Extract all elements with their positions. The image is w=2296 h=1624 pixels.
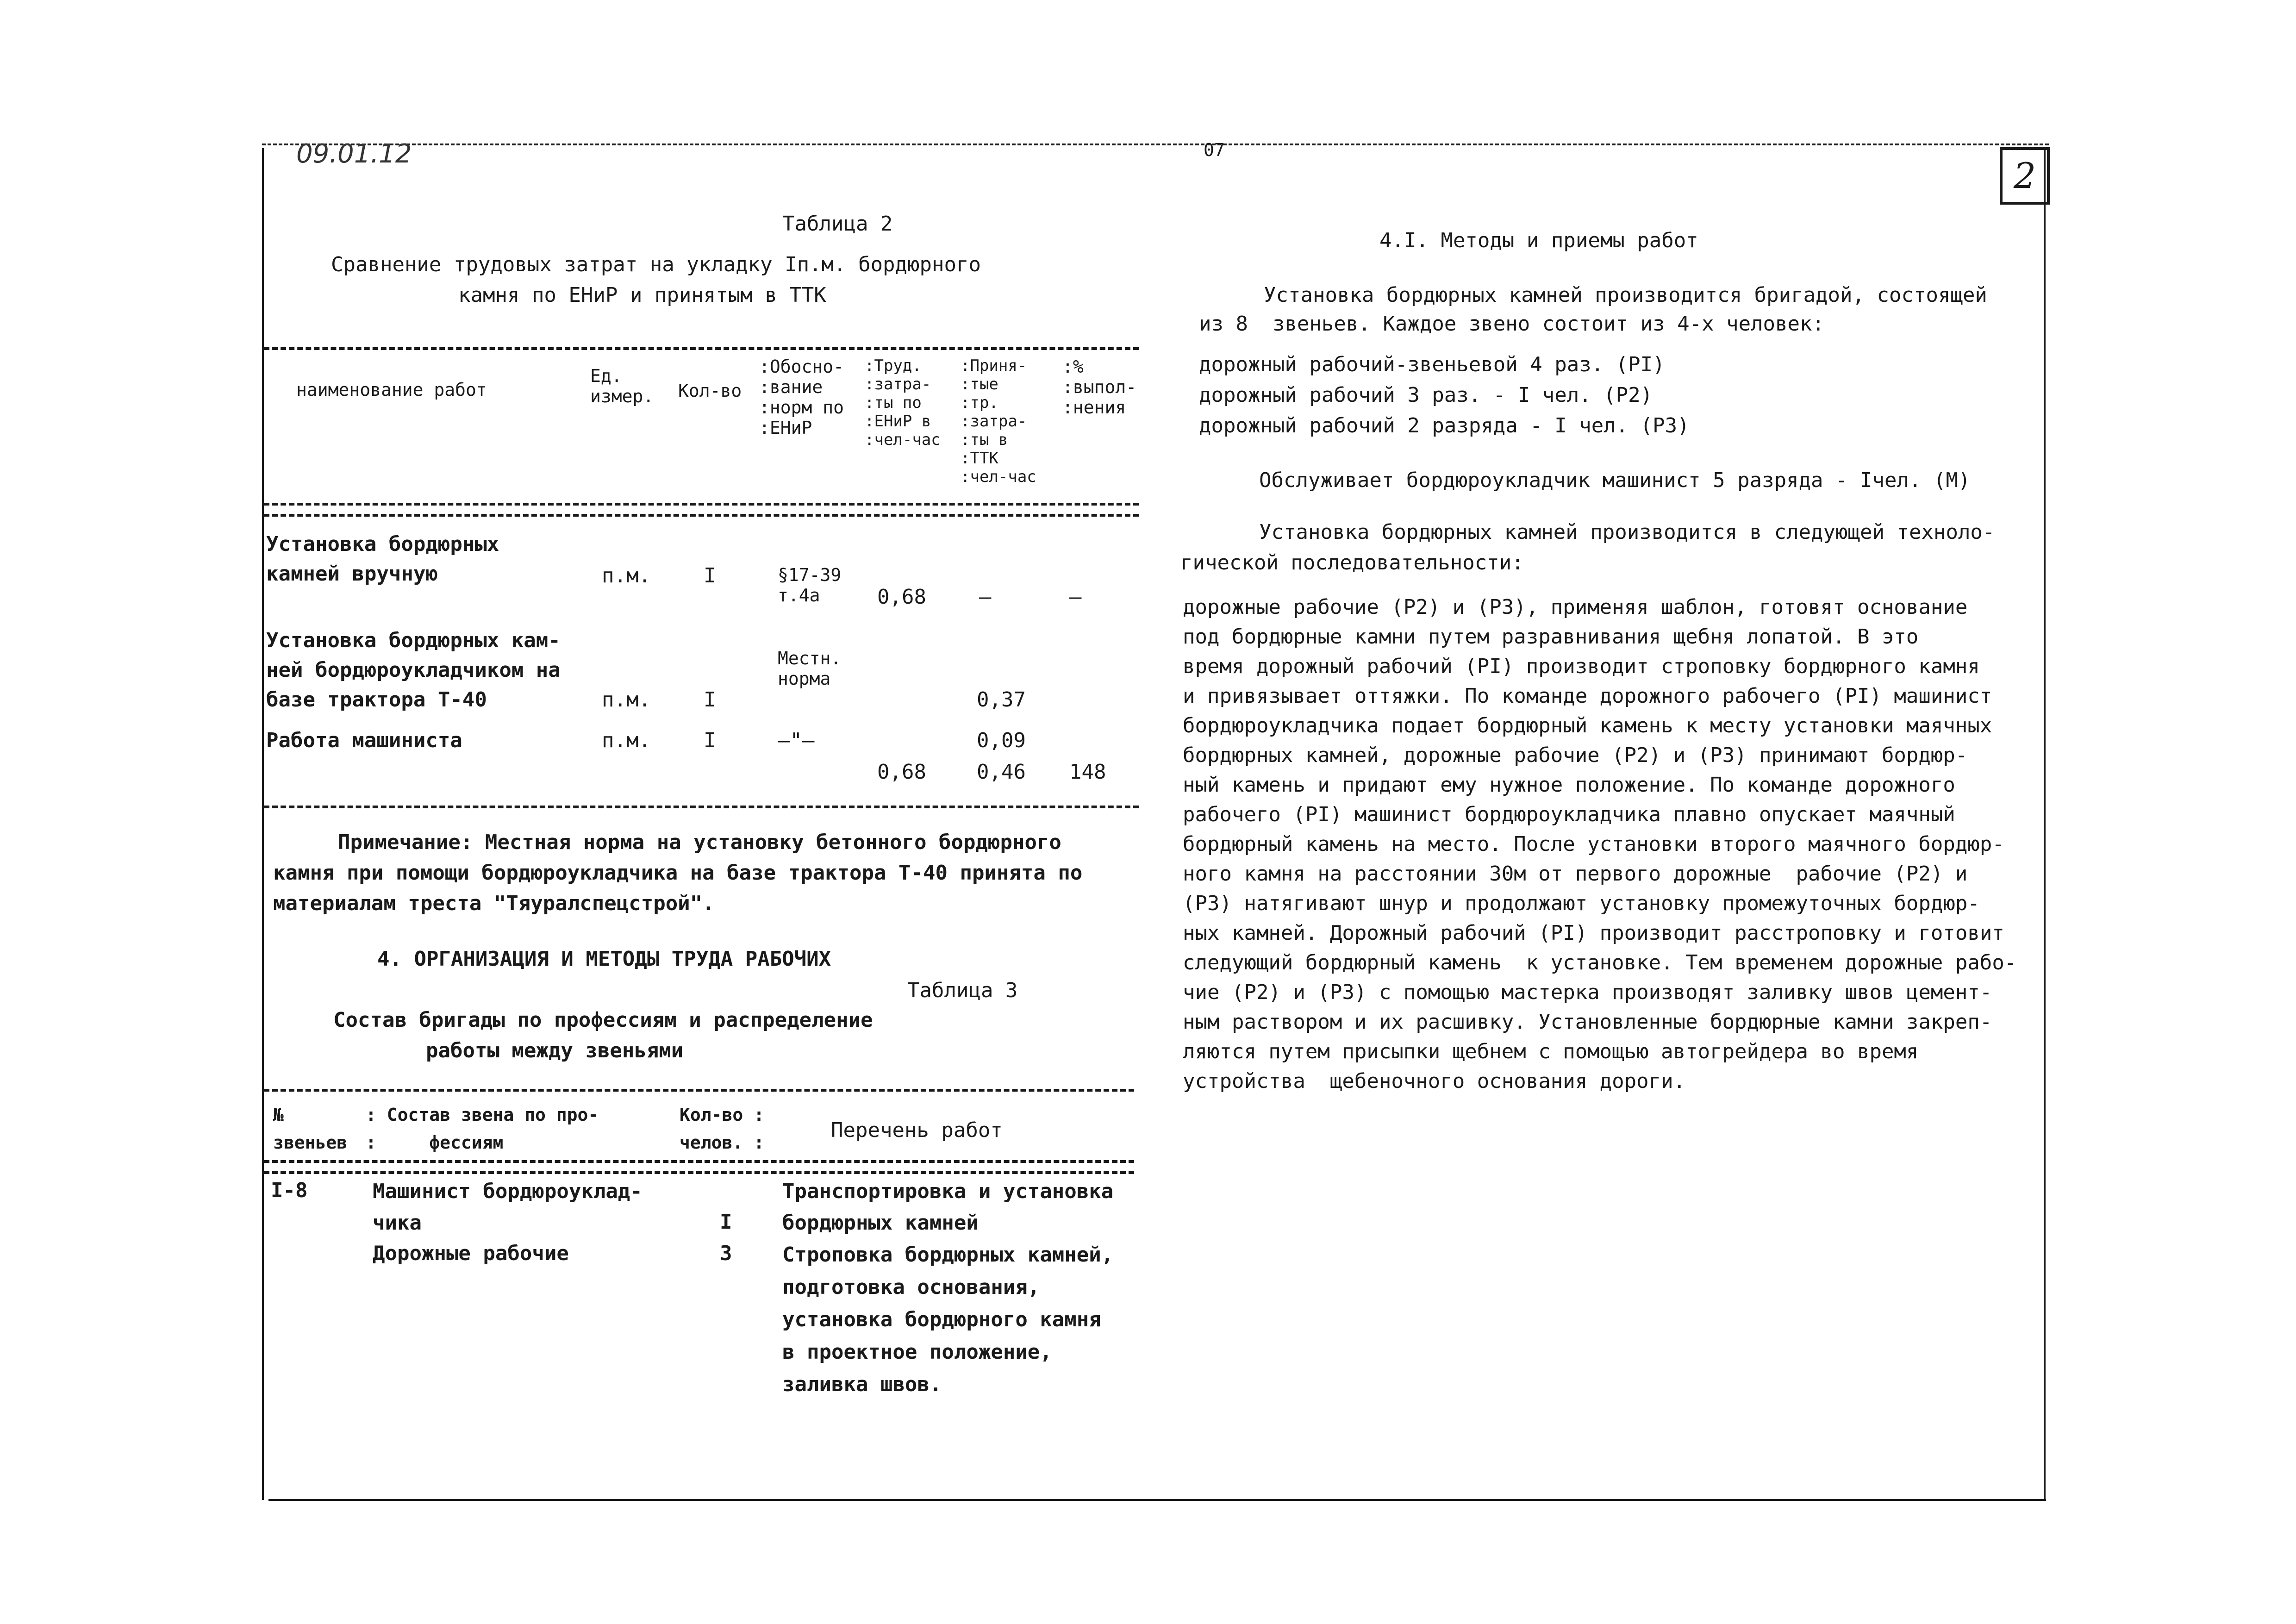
body-line: ным раствором и их расшивку. Установленные бордюрные камни закреп-: [1183, 1010, 1992, 1034]
table3-header-composition: : Состав звена по про- : фессиям: [366, 1105, 599, 1153]
body-line: под бордюрные камни путем разравнивания щебня лопатой. В это: [1183, 625, 1919, 649]
table2-row1-percent: –: [1069, 585, 1082, 609]
body-line: бордюрный камень на место. После установки второго маячного бордюр-: [1183, 832, 2004, 856]
table2-title-line2: камня по ЕНиР и принятым в ТТК: [458, 283, 826, 307]
table3-header-works: Перечень работ: [831, 1118, 1003, 1142]
section41-heading: 4.I. Методы и приемы работ: [1379, 229, 1698, 252]
section41-para2-line1: Установка бордюрных камней производится в следующей техноло-: [1259, 520, 1995, 544]
body-line: (P3) натягивают шнур и продолжают установку промежуточных бордюр-: [1183, 892, 1980, 915]
body-line: устройства щебеночного основания дороги.: [1183, 1069, 1686, 1093]
table2-total-percent: 148: [1069, 760, 1106, 784]
table2-row3-unit: п.м.: [602, 729, 651, 752]
table3-row2-works: Строповка бордюрных камней, подготовка основания, установка бордюрного камня в проектное положение, заливка швов.: [782, 1243, 1114, 1396]
body-line: рабочего (PI) машинист бордюроукладчика плавно опускает маячный: [1183, 803, 1955, 826]
table2-top-rule: [264, 347, 1139, 350]
page-number: 2: [2000, 147, 2050, 205]
table2-row2-unit: п.м.: [602, 688, 651, 712]
table2-header-rule: [264, 503, 1139, 517]
section41-body: [1183, 593, 2034, 1096]
table2-note-line3: материалам треста "Тяуралспецстрой".: [273, 892, 715, 915]
body-line: чие (P2) и (P3) с помощью мастерка производят заливку швов цемент-: [1183, 981, 1992, 1004]
body-line: ляются путем присыпки щебнем с помощью автогрейдера во время: [1183, 1040, 1919, 1063]
section41-worker3: дорожный рабочий 2 разряда - I чел. (P3): [1199, 414, 1690, 437]
table2-row1-basis: §17-39 т.4а: [778, 565, 842, 606]
table3-row2-count: 3: [720, 1242, 732, 1265]
table2-header-basis: :Обосно- :вание :норм по :ЕНиР: [759, 356, 844, 438]
frame-left-border: [262, 148, 264, 1500]
table3-caption: Таблица 3: [907, 979, 1018, 1002]
table3-header-count: Кол-во : челов. :: [680, 1105, 765, 1153]
section41-para1-line2: из 8 звеньев. Каждое звено состоит из 4-х человек:: [1199, 312, 1825, 336]
table2-row3-accepted: 0,09: [977, 729, 1026, 752]
table3-row2-composition: Дорожные рабочие: [373, 1242, 569, 1265]
table2-header-unit: Ед. измер.: [590, 366, 654, 406]
table2-row2-qty: I: [704, 688, 716, 712]
top-mark: 07: [1204, 140, 1225, 160]
frame-bottom-border: [268, 1499, 2046, 1501]
table3-row1-count: I: [720, 1210, 732, 1234]
frame-right-border: [2044, 148, 2046, 1500]
table2-header-labor: :Труд. :затра- :ты по :ЕНиР в :чел-час: [865, 356, 941, 449]
table3-title-line2: работы между звеньями: [426, 1039, 684, 1062]
table2-note-line1: Примечание: Местная норма на установку бетонного бордюрного: [338, 831, 1061, 854]
table2-row1-unit: п.м.: [602, 564, 651, 587]
table3-header-rule: [264, 1160, 1134, 1174]
table3-row1-works: Транспортировка и установка бордюрных камней: [782, 1180, 1114, 1235]
table3-row1-num: I-8: [271, 1179, 308, 1202]
table2-row1-qty: I: [704, 564, 716, 587]
table2-header-name: наименование работ: [296, 380, 487, 400]
table2-header-qty: Кол-во: [678, 381, 742, 401]
table2-header-percent: :% :выпол- :нения: [1062, 356, 1137, 418]
table2-row2-name: Установка бордюрных кам- ней бордюроукладчиком на базе трактора Т-40: [266, 629, 561, 712]
table3-row1-composition: Машинист бордюроуклад- чика: [373, 1180, 643, 1235]
table2-row1-accepted: –: [979, 585, 992, 609]
table3-title-line1: Состав бригады по профессиям и распределение: [333, 1008, 873, 1032]
body-line: следующий бордюрный камень к установке. Тем временем дорожные рабо-: [1183, 951, 2017, 974]
frame-top-border: [262, 144, 2049, 145]
table2-title-line1: Сравнение трудовых затрат на укладку Iп.м. бордюрного: [331, 253, 981, 276]
document-code: 09.01.12: [296, 139, 412, 169]
table2-caption: Таблица 2: [782, 212, 893, 236]
body-line: ных камней. Дорожный рабочий (PI) производит расстроповку и готовит: [1183, 921, 2004, 945]
table2-row1-labor: 0,68: [877, 585, 926, 609]
table2-row2-accepted: 0,37: [977, 688, 1026, 712]
table2-header-accepted: :Приня- :тые :тр. :затра- :ты в :ТТК :чел-час: [961, 356, 1036, 486]
section41-worker2: дорожный рабочий 3 раз. - I чел. (P2): [1199, 383, 1653, 407]
body-line: бордюроукладчика подает бордюрный камень к месту установки маячных: [1183, 714, 1992, 737]
body-line: ного камня на расстоянии 30м от первого дорожные рабочие (P2) и: [1183, 862, 1968, 886]
table2-row3-name: Работа машиниста: [266, 729, 462, 752]
table2-total-accepted: 0,46: [977, 760, 1026, 784]
table2-total-labor: 0,68: [877, 760, 926, 784]
table2-row3-qty: I: [704, 729, 716, 752]
body-line: дорожные рабочие (P2) и (P3), применяя шаблон, готовят основание: [1183, 595, 1968, 619]
section41-worker1: дорожный рабочий-звеньевой 4 раз. (PI): [1199, 353, 1665, 376]
section41-machinist: Обслуживает бордюроукладчик машинист 5 разряда - Iчел. (М): [1259, 468, 1971, 492]
body-line: и привязывает оттяжки. По команде дорожного рабочего (PI) машинист: [1183, 684, 1992, 708]
body-line: ный камень и придают ему нужное положение. По команде дорожного: [1183, 773, 1955, 797]
table2-row3-basis: –"–: [778, 729, 815, 752]
table2-row2-basis: Местн. норма: [778, 648, 842, 689]
table3-header-num: № звеньев: [273, 1105, 348, 1153]
table2-bottom-rule: [264, 806, 1139, 808]
table2-row1-name: Установка бордюрных камней вручную: [266, 532, 499, 586]
body-line: время дорожный рабочий (PI) производит строповку бордюрного камня: [1183, 655, 1980, 678]
body-line: бордюрных камней, дорожные рабочие (P2) и (P3) принимают бордюр-: [1183, 743, 1968, 767]
section4-heading: 4. ОРГАНИЗАЦИЯ И МЕТОДЫ ТРУДА РАБОЧИХ: [377, 947, 831, 971]
section41-para2-line2: гической последовательности:: [1180, 551, 1524, 575]
section41-para1-line1: Установка бордюрных камней производится бригадой, состоящей: [1264, 283, 1987, 307]
table3-top-rule: [264, 1089, 1134, 1092]
table2-note-line2: камня при помощи бордюроукладчика на базе трактора Т-40 принята по: [273, 861, 1083, 885]
